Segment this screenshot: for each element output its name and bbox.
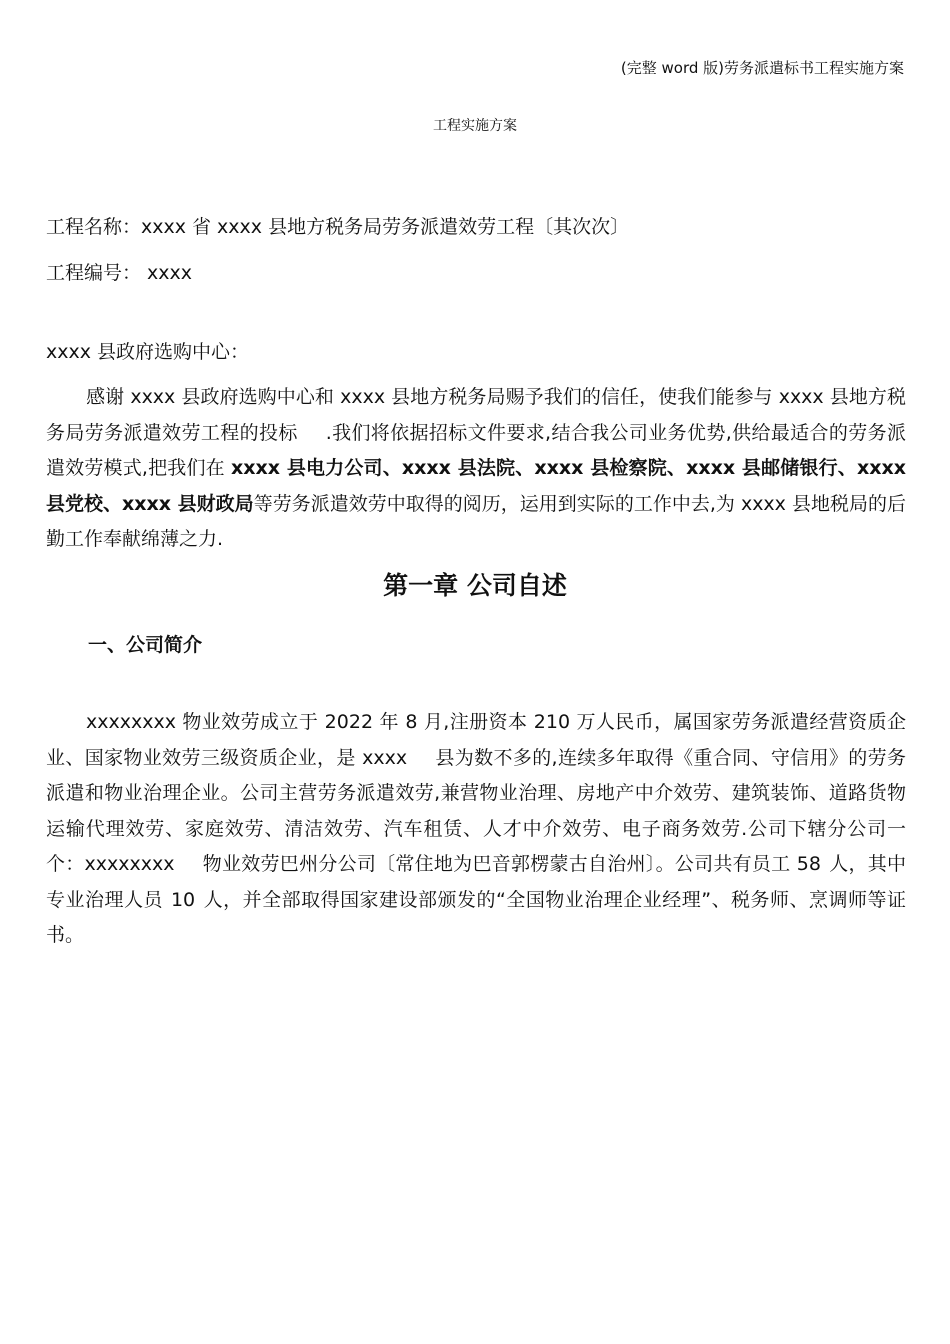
letter-text-end: 等劳务派遣效劳中取得的阅历，运用到实际的工作中去,为 xxxx 县地税局的后勤工作奉献绵薄之力. bbox=[46, 492, 906, 550]
intro-text-6: 人，并全部取得国家建设部颁发的“全国物业治理企业经理”、税务师、烹调师等证书。 bbox=[46, 888, 906, 946]
intro-text-3: 物业效劳巴州分公司〔常住地为巴音郭楞蒙古自治州〕。公司共有员工 58 bbox=[202, 853, 821, 875]
company-intro-paragraph bbox=[46, 705, 906, 954]
letter-client-list: xxxx 县电力公司、xxxx 县法院、xxxx 县检察院、xxxx 县邮储银行、xxxx 县党校、xxxx 县财政局 bbox=[46, 457, 906, 515]
letter-paragraph bbox=[46, 380, 906, 558]
intro-text-1: xxxxxxxx 物业效劳成立于 2022 年 8 月,注册资本 210 万人民币，属国家劳务派遣经营资质企业、国家物业效劳三级资质企业，是 xxxx bbox=[46, 711, 906, 769]
chapter-title: 第一章 公司自述 bbox=[383, 571, 567, 600]
intro-text-4: 人，其中专业治理人员 bbox=[46, 853, 906, 911]
letter-salutation: xxxx 县政府选购中心： bbox=[46, 341, 250, 363]
project-name: 工程名称：xxxx 省 xxxx 县地方税务局劳务派遣效劳工程〔其次次〕 bbox=[46, 216, 630, 238]
page-header: (完整 word 版)劳务派遣标书工程实施方案 bbox=[620, 59, 904, 77]
letter-text-start: 感谢 xxxx 县政府选购中心和 xxxx 县地方税务局赐予我们的信任，使我们能参与 xxxx 县地方税务局劳务派遣效劳工程的投标 bbox=[46, 386, 906, 444]
document-subtitle: 工程实施方案 bbox=[433, 118, 517, 134]
section-title: 一、公司简介 bbox=[88, 634, 203, 656]
letter-text-mid: .我们将依据招标文件要求,结合我公司业务优势,供给最适合的劳务派遣效劳模式,把我们在 bbox=[46, 421, 906, 479]
intro-text-2: 县为数不多的,连续多年取得《重合同、守信用》的劳务派遣和物业治理企业。公司主营劳务派遣效劳,兼营物业治理、房地产中介效劳、建筑装饰、道路货物运输代理效劳、家庭效劳、清洁效劳、汽车租赁、人才中介效劳、电子商务效劳.公司下辖分公司一个：xxxxxxxx bbox=[46, 746, 906, 875]
intro-text-5: 10 bbox=[170, 888, 196, 911]
project-number: 工程编号： xxxx bbox=[46, 262, 193, 284]
